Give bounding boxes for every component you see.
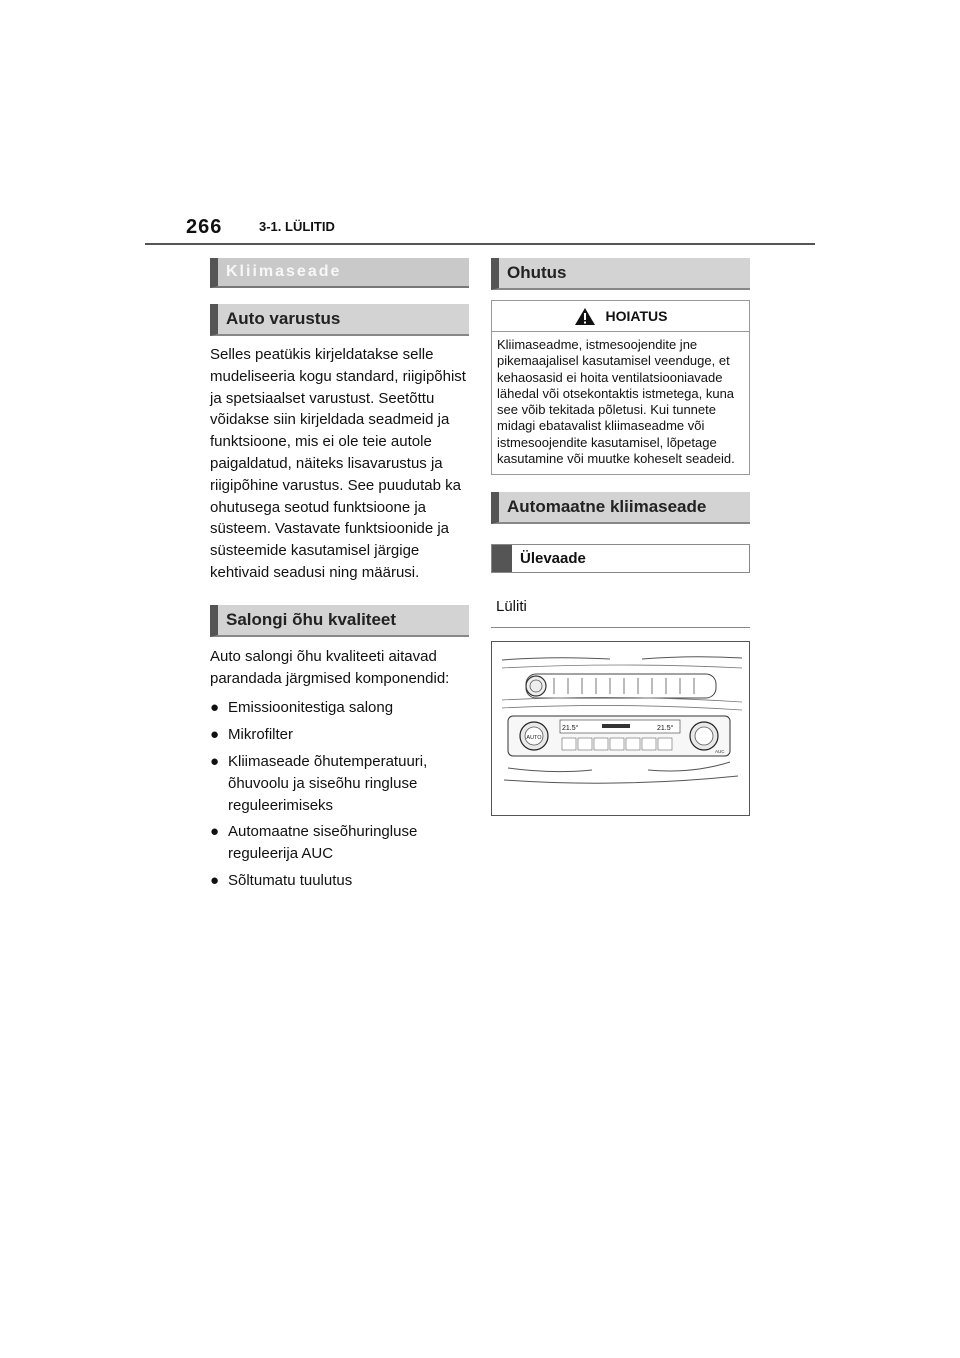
safety-heading [491,258,750,290]
section-title: Salongi õhu kvaliteet [226,609,397,629]
overview-title: Ülevaade [520,550,586,568]
auc-label: AUC [715,749,725,755]
climate-panel-figure [491,641,750,816]
temp-right: 21.5° [657,725,674,733]
running-head: 3-1. LÜLITID [259,219,335,234]
header-rule [145,243,815,245]
overview-bar [492,545,512,572]
bullet-icon: ● [210,823,220,841]
list-item: ● Kliimaseade õhutemperatuuri, õhuvoolu ja siseõhu ringluse reguleerimiseks [210,752,428,814]
section-title: Auto varustus [226,309,341,328]
auto-label: AUTO [526,735,542,742]
bullet-icon: ● [210,726,220,744]
warning-text: Kliimaseadme, istmesoojendite jne pikemaajalisel kasutamisel veenduge, et kehaosasid ei hoita ventilatsiooniavade lähedal või otsekontaktis istmetega, kuna see võib tekitada põletusi. Kui tunnete midagi ebatavalist kliimaseadme või istmesoojendite kasutamisel, lõpetage kasutamine või muutke koheselt seadeid. [497,337,735,467]
bullet-icon: ● [210,699,220,717]
list-item: ● Sõltumatu tuulutus [210,870,469,892]
automatic-climate-heading [491,492,750,524]
chapter-title: Kliimaseade [226,263,342,280]
switch-label: Lüliti [496,598,527,616]
overview-heading [491,544,750,573]
left-column [210,258,469,897]
climate-control-panel-illustration [492,642,749,815]
list-item: ● Emissioonitestiga salong [210,697,469,719]
list-item: ● Mikrofilter [210,724,469,746]
switch-rule [491,627,750,628]
warning-triangle-icon [574,307,596,326]
section-title: Ohutus [507,263,567,282]
switch-label-row [491,597,750,628]
air-quality-paragraph: Auto salongi õhu kvaliteeti aitavad parandada järgmised komponendid: [210,647,450,687]
section-title: Automaatne kliimaseade [507,497,707,517]
temp-left: 21.5° [562,725,579,733]
bullet-icon: ● [210,871,220,889]
vehicle-equipment-paragraph: Selles peatükis kirjeldatakse selle mudeliseeria kogu standard, riigipõhist ja spetsiaalset varustust. Seetõttu võidakse siin kirjeldada seadmeid ja funktsioone, mis ei ole teie autole paigaldatud, näiteks lisavarustus ja riigipõhine varustus. See puudutab ka ohutusega seotud funktsioone ja süsteem. Vastavate funktsioonide ja süsteemide kasutamisel järgige kehtivaid seadusi ning määrusi. [210,346,466,581]
warning-label: HOIATUS [605,308,668,324]
page-number: 266 [186,216,223,238]
component-list [210,697,469,891]
list-item: ● Automaatne siseõhuringluse reguleerija AUC [210,823,418,863]
warning-header [492,301,749,332]
right-column [491,258,750,816]
section-air-quality-heading [210,605,469,637]
bullet-icon: ● [210,752,220,770]
section-auto-varustus-heading [210,304,469,336]
chapter-title-band [210,258,469,288]
warning-box [491,300,750,475]
